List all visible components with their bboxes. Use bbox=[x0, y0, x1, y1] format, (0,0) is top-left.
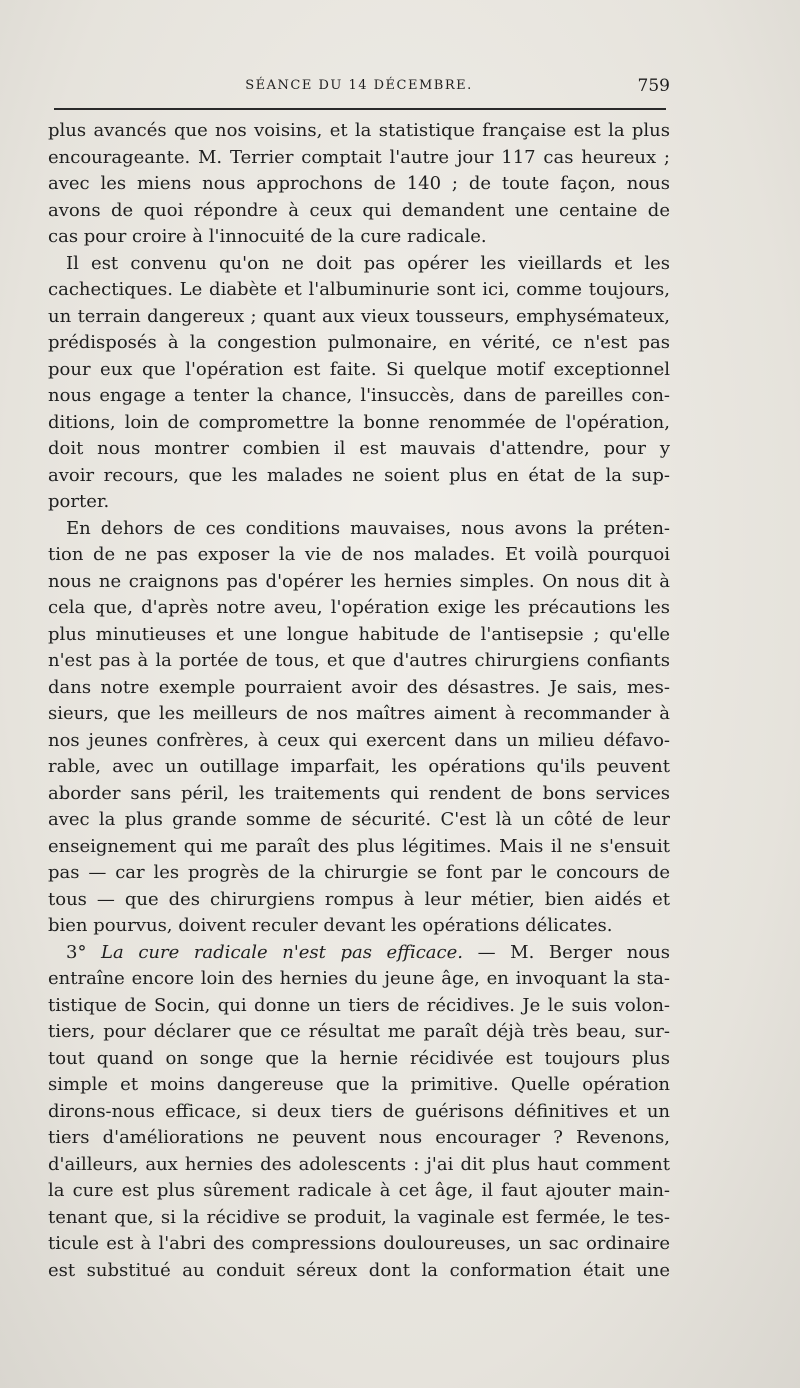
text-line: cela que, d'après notre aveu, l'opération exige les précautions les bbox=[48, 597, 670, 618]
text-line: tout quand on songe que la hernie récidivée est toujours plus bbox=[48, 1047, 670, 1069]
header-rule bbox=[54, 108, 666, 110]
text-line: porter. bbox=[48, 491, 110, 512]
body-text bbox=[48, 118, 670, 1284]
text-line: pour eux que l'opération est faite. Si quelque motif exceptionnel bbox=[48, 358, 670, 380]
text-line: d'ailleurs, aux hernies des adolescents : j'ai dit plus haut comment bbox=[48, 1153, 670, 1175]
text-line bbox=[48, 940, 670, 967]
text-line: prédisposés à la congestion pulmonaire, en vérité, ce n'est pas bbox=[48, 332, 670, 353]
text-line: est substitué au conduit séreux dont la conformation était une bbox=[48, 1259, 670, 1281]
text-line: doit nous montrer combien il est mauvais d'attendre, pour y bbox=[48, 438, 670, 459]
text-line: avons de quoi répondre à ceux qui demandent une centaine de bbox=[48, 199, 670, 221]
text-line: cachectiques. Le diabète et l'albuminurie sont ici, comme toujours, bbox=[48, 279, 670, 300]
running-head: SÉANCE DU 14 DÉCEMBRE. bbox=[245, 78, 473, 93]
text-line: plus avancés que nos voisins, et la statistique française est la plus bbox=[48, 120, 670, 141]
text-line: ditions, loin de compromettre la bonne renommée de l'opération, bbox=[48, 411, 670, 433]
text-line: rable, avec un outillage imparfait, les opérations qu'ils peuvent bbox=[48, 756, 670, 777]
text-line: dirons-nous efficace, si deux tiers de guérisons définitives et un bbox=[48, 1100, 670, 1122]
text-line: avoir recours, que les malades ne soient plus en état de la sup- bbox=[48, 464, 670, 486]
text-line: tiers, pour déclarer que ce résultat me paraît déjà très beau, sur- bbox=[48, 1021, 670, 1042]
section-title: La cure radicale n'est pas efficace. bbox=[101, 941, 463, 963]
text-line: nous ne craignons pas d'opérer les hernies simples. On nous dit à bbox=[48, 570, 670, 592]
text-line: Il est convenu qu'on ne doit pas opérer les vieillards et les bbox=[66, 252, 670, 274]
text-line: tous — que des chirurgiens rompus à leur métier, bien aidés et bbox=[48, 888, 670, 910]
text-line: encourageante. M. Terrier comptait l'autre jour 117 cas heureux ; bbox=[48, 146, 670, 168]
text-line: nos jeunes confrères, à ceux qui exercent dans un milieu défavo- bbox=[48, 729, 670, 751]
page-header bbox=[48, 78, 670, 102]
section-rest: — M. Berger nous bbox=[463, 941, 670, 963]
page-number: 759 bbox=[637, 76, 670, 96]
text-line: ticule est à l'abri des compressions douloureuses, un sac ordinaire bbox=[48, 1233, 670, 1254]
text-line: En dehors de ces conditions mauvaises, nous avons la préten- bbox=[66, 517, 670, 539]
text-line: tenant que, si la récidive se produit, la vaginale est fermée, le tes- bbox=[48, 1206, 670, 1228]
text-line: tiers d'améliorations ne peuvent nous encourager ? Revenons, bbox=[48, 1127, 670, 1148]
text-line: dans notre exemple pourraient avoir des désastres. Je sais, mes- bbox=[48, 676, 670, 698]
text-line: nous engage a tenter la chance, l'insuccès, dans de pareilles con- bbox=[48, 385, 670, 406]
text-line: tion de ne pas exposer la vie de nos malades. Et voilà pourquoi bbox=[48, 544, 670, 565]
text-line: avec les miens nous approchons de 140 ; de toute façon, nous bbox=[48, 173, 670, 194]
text-line: cas pour croire à l'innocuité de la cure radicale. bbox=[48, 226, 487, 247]
text-line: simple et moins dangereuse que la primitive. Quelle opération bbox=[48, 1074, 670, 1095]
text-line: aborder sans péril, les traitements qui rendent de bons services bbox=[48, 782, 670, 804]
section-number: 3° bbox=[66, 941, 102, 963]
text-line: enseignement qui me paraît des plus légitimes. Mais il ne s'ensuit bbox=[48, 835, 670, 857]
text-line: entraîne encore loin des hernies du jeune âge, en invoquant la sta- bbox=[48, 968, 670, 989]
text-line: tistique de Socin, qui donne un tiers de récidives. Je le suis volon- bbox=[48, 994, 670, 1016]
text-line: plus minutieuses et une longue habitude de l'antisepsie ; qu'elle bbox=[48, 623, 670, 645]
text-line: bien pourvus, doivent reculer devant les opérations délicates. bbox=[48, 915, 613, 936]
text-line: n'est pas à la portée de tous, et que d'autres chirurgiens confiants bbox=[48, 650, 670, 671]
text-line: avec la plus grande somme de sécurité. C'est là un côté de leur bbox=[48, 809, 670, 830]
text-line: la cure est plus sûrement radicale à cet âge, il faut ajouter main- bbox=[48, 1180, 670, 1201]
text-line: sieurs, que les meilleurs de nos maîtres aiment à recommander à bbox=[48, 703, 670, 724]
text-line: pas — car les progrès de la chirurgie se font par le concours de bbox=[48, 862, 670, 883]
text-line: un terrain dangereux ; quant aux vieux tousseurs, emphysémateux, bbox=[48, 305, 670, 327]
